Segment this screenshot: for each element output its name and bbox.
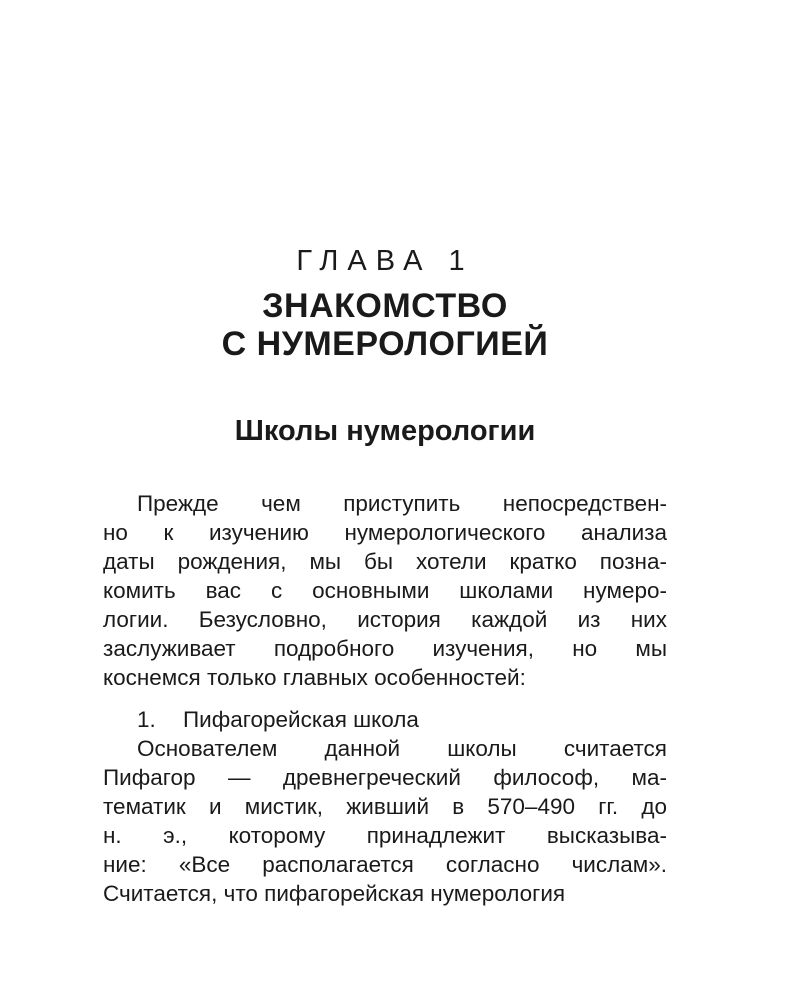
chapter-title-line-2: С НУМЕРОЛОГИЕЙ xyxy=(221,325,549,363)
paragraph-line: Считается, что пифагорейская нумерология xyxy=(103,881,566,906)
list-item-pythagorean xyxy=(103,705,667,734)
list-item-label: Пифагорейская школа xyxy=(183,707,419,732)
paragraph-line: н. э., которому принадлежит высказыва- xyxy=(103,823,667,848)
paragraph-intro xyxy=(103,489,667,692)
list-item-number: 1. xyxy=(137,707,156,732)
pythagorean-section xyxy=(103,705,667,908)
chapter-title-line-1: ЗНАКОМСТВО xyxy=(262,287,508,325)
section-title: Школы нумерологии xyxy=(234,415,536,447)
paragraph-line: комить вас с основными школами нумеро- xyxy=(103,578,667,603)
chapter-label: ГЛАВА 1 xyxy=(296,245,474,277)
paragraph-line: заслуживает подробного изучения, но мы xyxy=(103,636,667,661)
paragraph-line: Основателем данной школы считается xyxy=(137,736,667,761)
chapter-title xyxy=(0,287,770,363)
paragraph-line: коснемся только главных особенностей: xyxy=(103,665,526,690)
paragraph-line: Прежде чем приступить непосредствен- xyxy=(137,491,667,516)
paragraph-line: логии. Безусловно, история каждой из них xyxy=(103,607,667,632)
paragraph-line: тематик и мистик, живший в 570–490 гг. до xyxy=(103,794,667,819)
paragraph-line: ние: «Все располагается согласно числам». xyxy=(103,852,667,877)
paragraph-line: но к изучению нумерологического анализа xyxy=(103,520,667,545)
paragraph-line: даты рождения, мы бы хотели кратко позна- xyxy=(103,549,667,574)
paragraph-line: Пифагор — древнегреческий философ, ма- xyxy=(103,765,667,790)
